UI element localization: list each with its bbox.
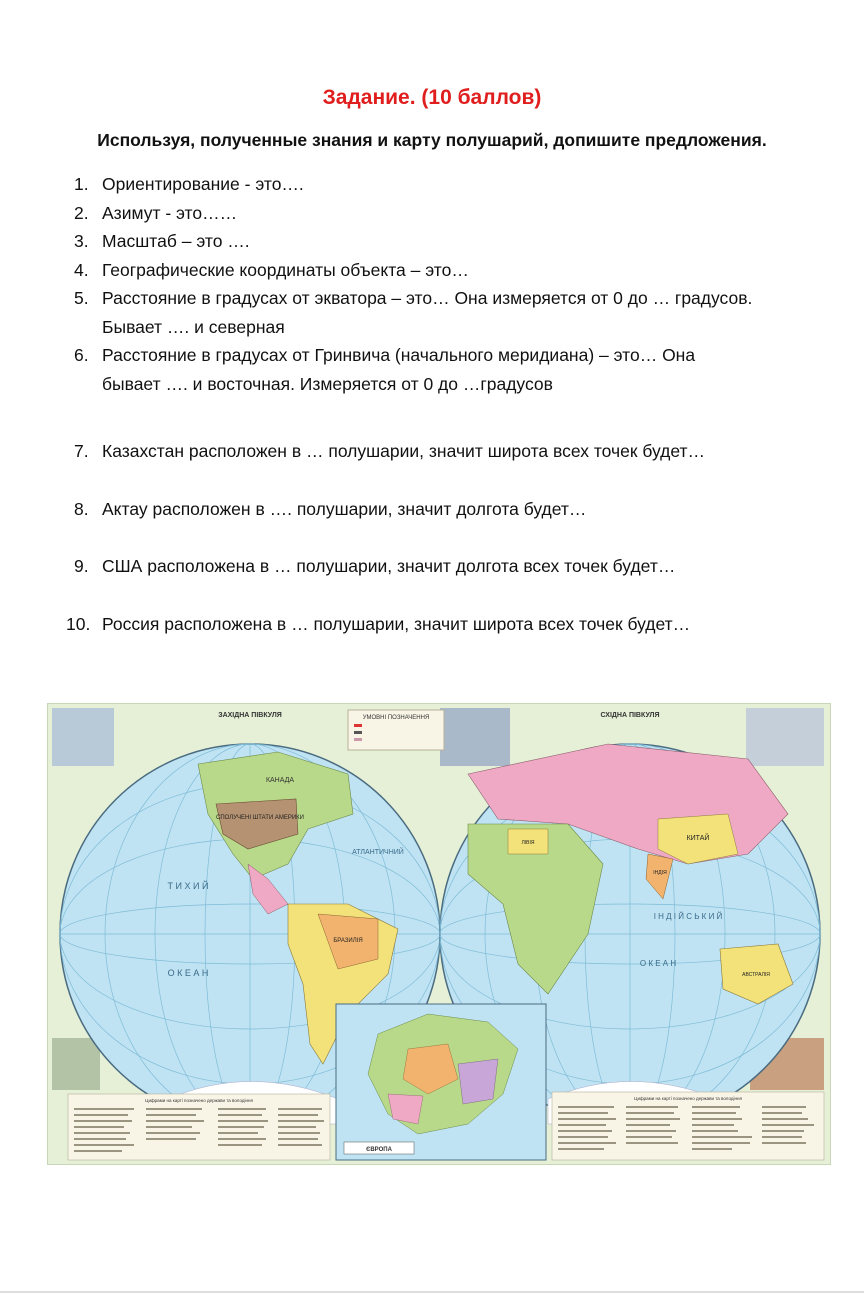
australia-label: АВСТРАЛІЯ — [742, 972, 770, 978]
list-item — [66, 170, 836, 199]
list-item — [66, 552, 836, 581]
item-text: США расположена в … полушарии, значит долгота всех точек будет… — [102, 556, 676, 576]
india-label: ІНДІЯ — [653, 870, 667, 876]
legend-swatch — [354, 724, 362, 727]
brasilia-photo — [52, 1038, 100, 1090]
indian-ocean-label: І Н Д І Й С Ь К И Й — [653, 912, 723, 921]
item-number: 5. — [74, 288, 89, 308]
item-text: Россия расположена в … полушарии, значит широта всех точек будет… — [102, 613, 691, 634]
item-text: Ориентирование - это…. — [102, 174, 304, 194]
western-index-title: Цифрами на карті позначено держави та володіння — [145, 1098, 253, 1103]
pacific-ocean-label: Т И Х И Й — [167, 881, 209, 891]
item-number: 8. — [74, 498, 89, 519]
atlantic-ocean-label: АТЛАНТИЧНИЙ — [352, 849, 404, 856]
item-text: Казахстан расположен в … полушарии, значит широта всех точек будет… — [102, 441, 706, 461]
list-item — [66, 227, 836, 256]
legend-swatch — [354, 731, 362, 734]
item-number: 3. — [74, 231, 89, 251]
eastern-index-title: Цифрами на карті позначено держави та володіння — [634, 1096, 742, 1101]
brazil-label: БРАЗИЛІЯ — [333, 938, 363, 944]
europe-country-shape — [458, 1059, 498, 1104]
europe-label: ЄВРОПА — [366, 1147, 392, 1153]
london-photo — [440, 708, 510, 766]
pacific-ocean-label-2: О К Е А Н — [167, 968, 209, 978]
capitol-photo — [52, 708, 114, 766]
task-instruction: Используя, полученные знания и карту полушарий, допишите предложения. — [97, 130, 767, 150]
indian-ocean-label-2: О К Е А Н — [639, 959, 677, 968]
list-item — [66, 495, 836, 524]
eastern-hemisphere-title: СХІДНА ПІВКУЛЯ — [600, 712, 660, 719]
list-item — [66, 610, 836, 639]
item-number: 1. — [74, 174, 89, 194]
libya-label: ЛІВІЯ — [521, 840, 535, 846]
item-text-continued: Бывает …. и северная — [102, 316, 285, 337]
legend-swatch — [354, 738, 362, 741]
item-number: 7. — [74, 441, 89, 461]
canada-label: КАНАДА — [265, 777, 295, 784]
item-number: 2. — [74, 202, 89, 223]
item-number: 6. — [74, 345, 89, 365]
china-label: КИТАЙ — [686, 835, 710, 842]
item-text-continued: бывает …. и восточная. Измеряется от 0 до …градусов — [102, 373, 553, 394]
item-number: 9. — [74, 556, 89, 576]
usa-label: СПОЛУЧЕНІ ШТАТИ АМЕРИКИ — [216, 815, 304, 821]
western-hemisphere-title: ЗАХІДНА ПІВКУЛЯ — [218, 712, 282, 719]
item-number: 4. — [74, 259, 89, 280]
hemispheres-map-svg — [48, 704, 830, 1164]
item-number: 10. — [66, 613, 91, 634]
item-text: Актау расположен в …. полушарии, значит долгота будет… — [102, 498, 587, 519]
list-item — [66, 341, 836, 398]
item-text: Масштаб – это …. — [102, 231, 250, 251]
page-bottom-divider — [0, 1291, 864, 1293]
legend-title: УМОВНІ ПОЗНАЧЕННЯ — [362, 715, 430, 721]
vatican-photo — [746, 708, 824, 766]
item-text: Географические координаты объекта – это… — [102, 259, 469, 280]
hemispheres-map — [47, 703, 831, 1165]
task-title: Задание. (10 баллов) — [322, 86, 542, 109]
item-text: Расстояние в градусах от экватора – это… Она измеряется от 0 до … градусов. — [102, 288, 753, 308]
item-text: Азимут - это…… — [102, 202, 238, 223]
list-item — [66, 437, 836, 466]
list-item — [66, 256, 836, 285]
question-list — [66, 170, 836, 638]
list-item — [66, 199, 836, 228]
list-item — [66, 284, 836, 341]
europe-inset — [336, 1004, 546, 1160]
item-text: Расстояние в градусах от Гринвича (начального меридиана) – это… Она — [102, 345, 696, 365]
